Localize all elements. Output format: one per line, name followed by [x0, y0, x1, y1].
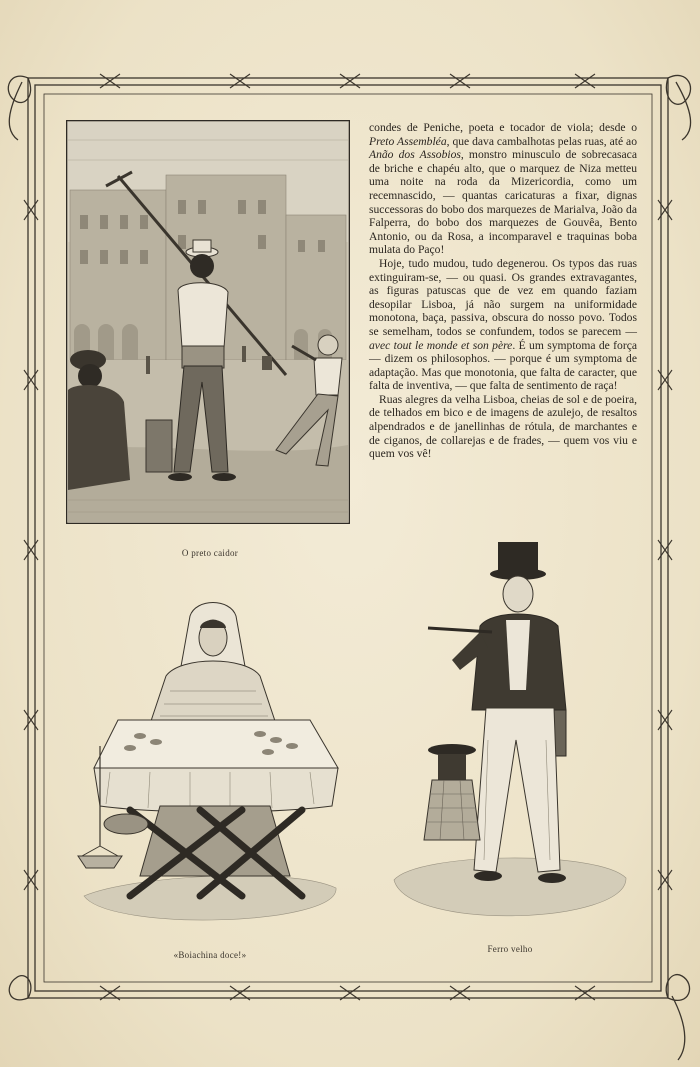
caption-boiachina-doce: «Boiachina doce!» [173, 950, 247, 960]
illustration-preto-caidor [66, 120, 350, 524]
text-run: . É um symptoma de força — dizem os philosophos. — porque é um symptoma de adaptação. Mas que monotonia, que falta de caracter, que falta de inventiva, — que falta de sentimento de raça! [369, 338, 637, 393]
italic-run: avec tout le monde et son père [369, 338, 513, 352]
italic-run: Preto Assembléa [369, 134, 447, 148]
text-run: , que dava cambalhotas pelas ruas, até ao [446, 134, 637, 148]
illustration-ferro-velho [388, 540, 632, 934]
article-paragraph [369, 257, 637, 393]
italic-run: Anão dos Assobios [369, 148, 461, 162]
text-run: Hoje, tudo mudou, tudo degenerou. Os typos das ruas extinguiram-se, — ou quasi. Os grandes extravagantes, as figuras patuscas que de vez em quando faziam desopilar Lisboa, já não surgem na uniformidade monotona, baça, passiva, obscura do nosso povo. Todos se semelham, todos se confundem, todos se parecem — [369, 256, 637, 338]
article-text [369, 121, 637, 461]
article-paragraph [369, 121, 637, 257]
article-paragraph [369, 393, 637, 461]
text-run: , monstro minusculo de sobrecasaca de briche e chapéu alto, que o marquez de Niza metteu uma noite na roda da Mizericordia, como um recemnascido, — quantas caricaturas a fixar, dignas successoras do bobo dos marquezes de Marialva, João da Falperra, do bobo dos marquezes de Gouvêa, Bento Antonio, ou da Rosa, a incomparavel e traquinas boba mulata do Paço! [369, 148, 637, 257]
text-run: condes de Peniche, poeta e tocador de viola; desde o [369, 121, 637, 134]
text-run: Ruas alegres da velha Lisboa, cheias de sol e de poeira, de telhados em bico e de imagens de azulejo, de resaltos alpendrados e de janellinhas de rótula, de marchantes e de ciganos, de collarejas e de frades, — quem vos viu e quem vos vê! [369, 392, 637, 461]
caption-preto-caidor: O preto caidor [181, 548, 239, 558]
caption-ferro-velho: Ferro velho [487, 944, 533, 954]
illustration-boiachina-doce [70, 596, 350, 936]
